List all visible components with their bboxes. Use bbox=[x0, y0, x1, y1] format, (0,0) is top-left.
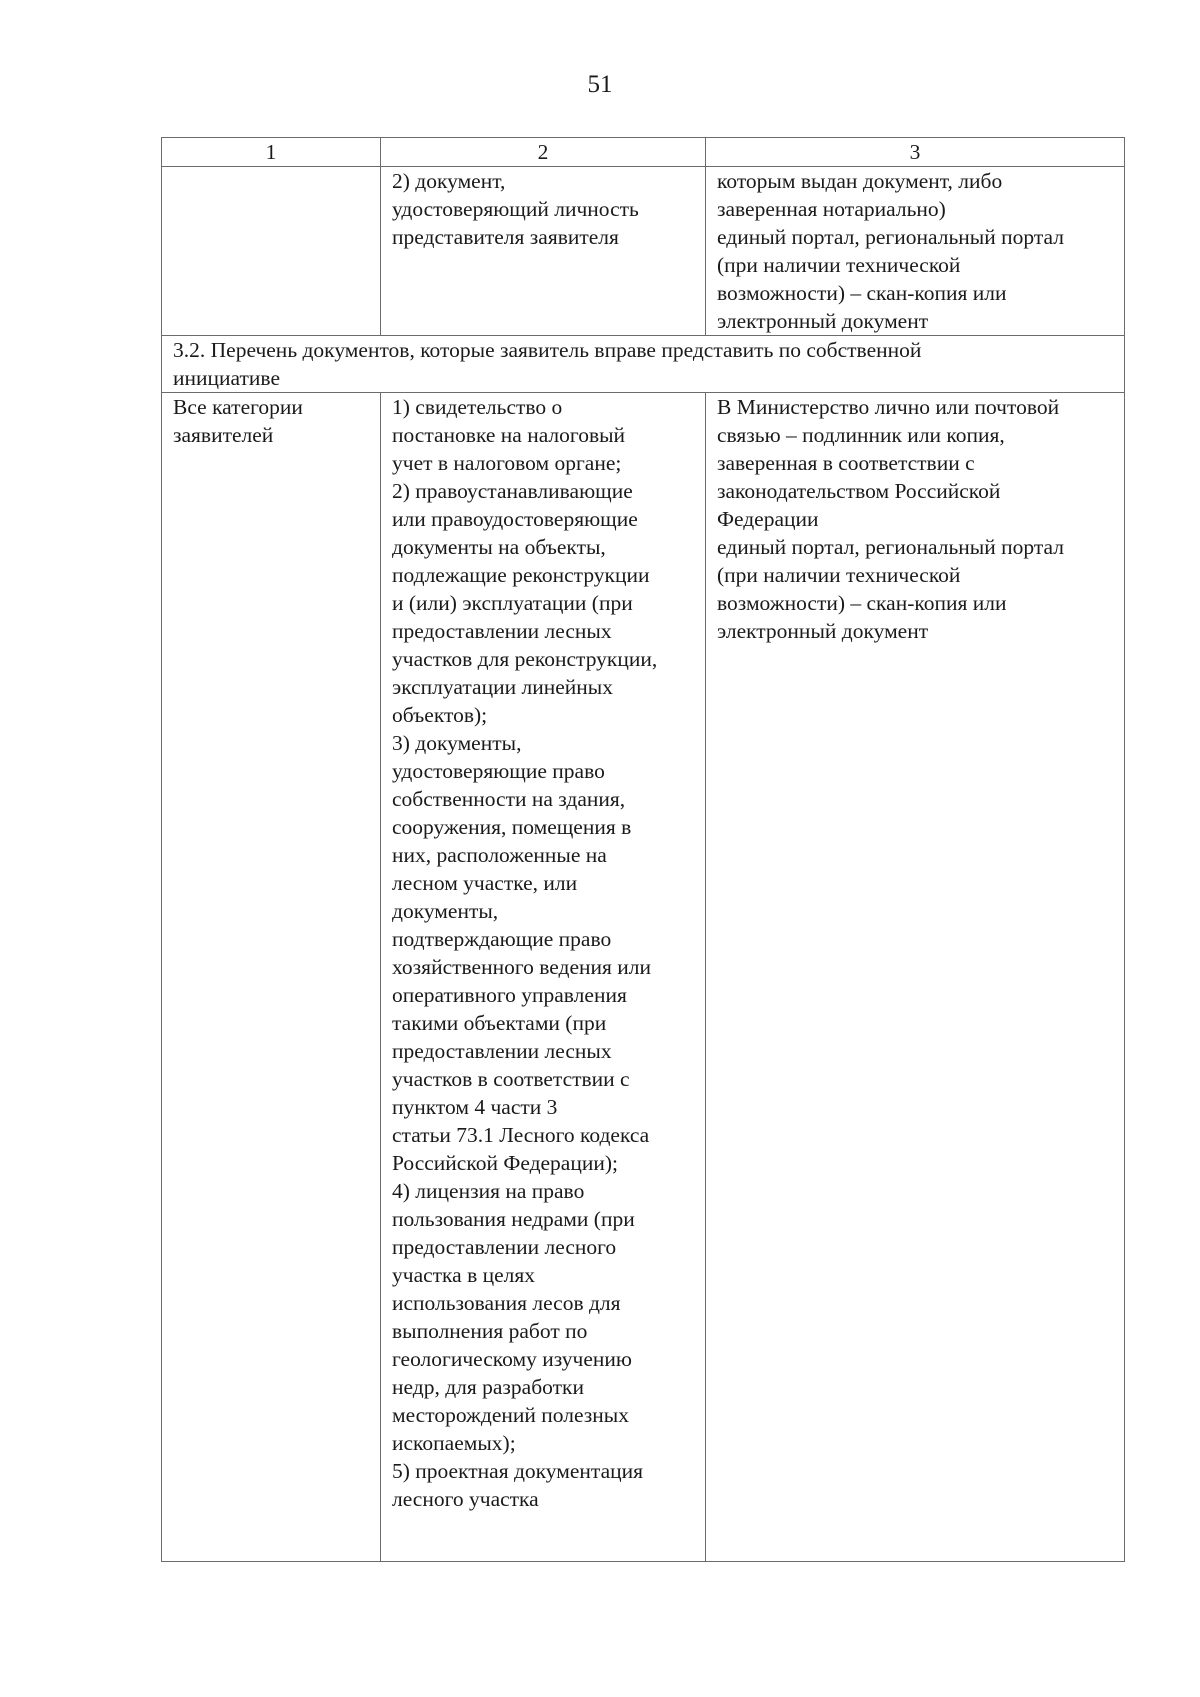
submission-method-cell bbox=[706, 393, 1125, 1562]
continuation-applicant-cell bbox=[162, 167, 381, 336]
continuation-row bbox=[162, 167, 1125, 336]
text-line: законодательством Российской bbox=[717, 479, 1001, 503]
text-line: такими объектами (при bbox=[392, 1011, 607, 1035]
text-line: 3) документы, bbox=[392, 731, 522, 755]
column-number-2: 2 bbox=[381, 138, 706, 167]
column-number-3: 3 bbox=[706, 138, 1125, 167]
text-line: (при наличии технической bbox=[717, 253, 961, 277]
text-line: собственности на здания, bbox=[392, 787, 626, 811]
text-line: статьи 73.1 Лесного кодекса bbox=[392, 1123, 650, 1147]
text-line: 2) правоустанавливающие bbox=[392, 479, 633, 503]
text-line: документы на объекты, bbox=[392, 535, 606, 559]
text-line: участков в соответствии с bbox=[392, 1067, 630, 1091]
text-line: эксплуатации линейных bbox=[392, 675, 613, 699]
text-line: пунктом 4 части 3 bbox=[392, 1095, 558, 1119]
text-line: которым выдан документ, либо bbox=[717, 169, 1003, 193]
text-line: сооружения, помещения в bbox=[392, 815, 632, 839]
text-line: использования лесов для bbox=[392, 1291, 621, 1315]
text-line: Все категории bbox=[173, 395, 303, 419]
text-line: недр, для разработки bbox=[392, 1375, 584, 1399]
text-line: лесного участка bbox=[392, 1487, 539, 1511]
continuation-documents-cell bbox=[381, 167, 706, 336]
text-line: 5) проектная документация bbox=[392, 1459, 644, 1483]
text-line: Федерации bbox=[717, 507, 819, 531]
text-line: возможности) – скан-копия или bbox=[717, 281, 1007, 305]
text-line: заявителей bbox=[173, 423, 274, 447]
text-line: Российской Федерации); bbox=[392, 1151, 619, 1175]
text-line: пользования недрами (при bbox=[392, 1207, 635, 1231]
applicant-category-cell bbox=[162, 393, 381, 1562]
text-line: электронный документ bbox=[717, 309, 929, 333]
text-line: лесном участке, или bbox=[392, 871, 578, 895]
text-line: представителя заявителя bbox=[392, 225, 619, 249]
text-line: ископаемых); bbox=[392, 1431, 516, 1455]
continuation-submission-cell bbox=[706, 167, 1125, 336]
text-line: 1) свидетельство о bbox=[392, 395, 563, 419]
text-line: (при наличии технической bbox=[717, 563, 961, 587]
optional-documents-list-cell bbox=[381, 393, 706, 1562]
text-line: или правоудостоверяющие bbox=[392, 507, 638, 531]
section-heading-row bbox=[162, 336, 1125, 393]
text-line: месторождений полезных bbox=[392, 1403, 629, 1427]
text-line: возможности) – скан-копия или bbox=[717, 591, 1007, 615]
text-line: электронный документ bbox=[717, 619, 929, 643]
text-line: В Министерство лично или почтовой bbox=[717, 395, 1060, 419]
text-line: единый портал, региональный портал bbox=[717, 225, 1064, 249]
text-line: 2) документ, bbox=[392, 169, 506, 193]
text-line: 3.2. Перечень документов, которые заявитель вправе представить по собственной bbox=[173, 338, 922, 362]
text-line: предоставлении лесных bbox=[392, 1039, 612, 1063]
text-line: связью – подлинник или копия, bbox=[717, 423, 1005, 447]
text-line: удостоверяющие право bbox=[392, 759, 605, 783]
text-line: постановке на налоговый bbox=[392, 423, 626, 447]
text-line: них, расположенные на bbox=[392, 843, 607, 867]
text-line: подлежащие реконструкции bbox=[392, 563, 650, 587]
text-line: и (или) эксплуатации (при bbox=[392, 591, 633, 615]
documents-table bbox=[161, 137, 1125, 1562]
text-line: предоставлении лесных bbox=[392, 619, 612, 643]
text-line: 4) лицензия на право bbox=[392, 1179, 585, 1203]
text-line: объектов); bbox=[392, 703, 488, 727]
text-line: инициативе bbox=[173, 366, 280, 390]
text-line: оперативного управления bbox=[392, 983, 627, 1007]
text-line: заверенная нотариально) bbox=[717, 197, 946, 221]
text-line: заверенная в соответствии с bbox=[717, 451, 975, 475]
text-line: документы, bbox=[392, 899, 499, 923]
column-number-row bbox=[162, 138, 1125, 167]
text-line: хозяйственного ведения или bbox=[392, 955, 652, 979]
text-line: учет в налоговом органе; bbox=[392, 451, 622, 475]
text-line: подтверждающие право bbox=[392, 927, 612, 951]
section-heading-cell bbox=[162, 336, 1125, 393]
text-line: предоставлении лесного bbox=[392, 1235, 617, 1259]
page-number: 51 bbox=[587, 71, 613, 98]
text-line: выполнения работ по bbox=[392, 1319, 588, 1343]
text-line: участков для реконструкции, bbox=[392, 647, 658, 671]
column-number-1: 1 bbox=[162, 138, 381, 167]
text-line: удостоверяющий личность bbox=[392, 197, 639, 221]
text-line: единый портал, региональный портал bbox=[717, 535, 1064, 559]
text-line: участка в целях bbox=[392, 1263, 536, 1287]
text-line: геологическому изучению bbox=[392, 1347, 632, 1371]
optional-documents-row bbox=[162, 393, 1125, 1562]
